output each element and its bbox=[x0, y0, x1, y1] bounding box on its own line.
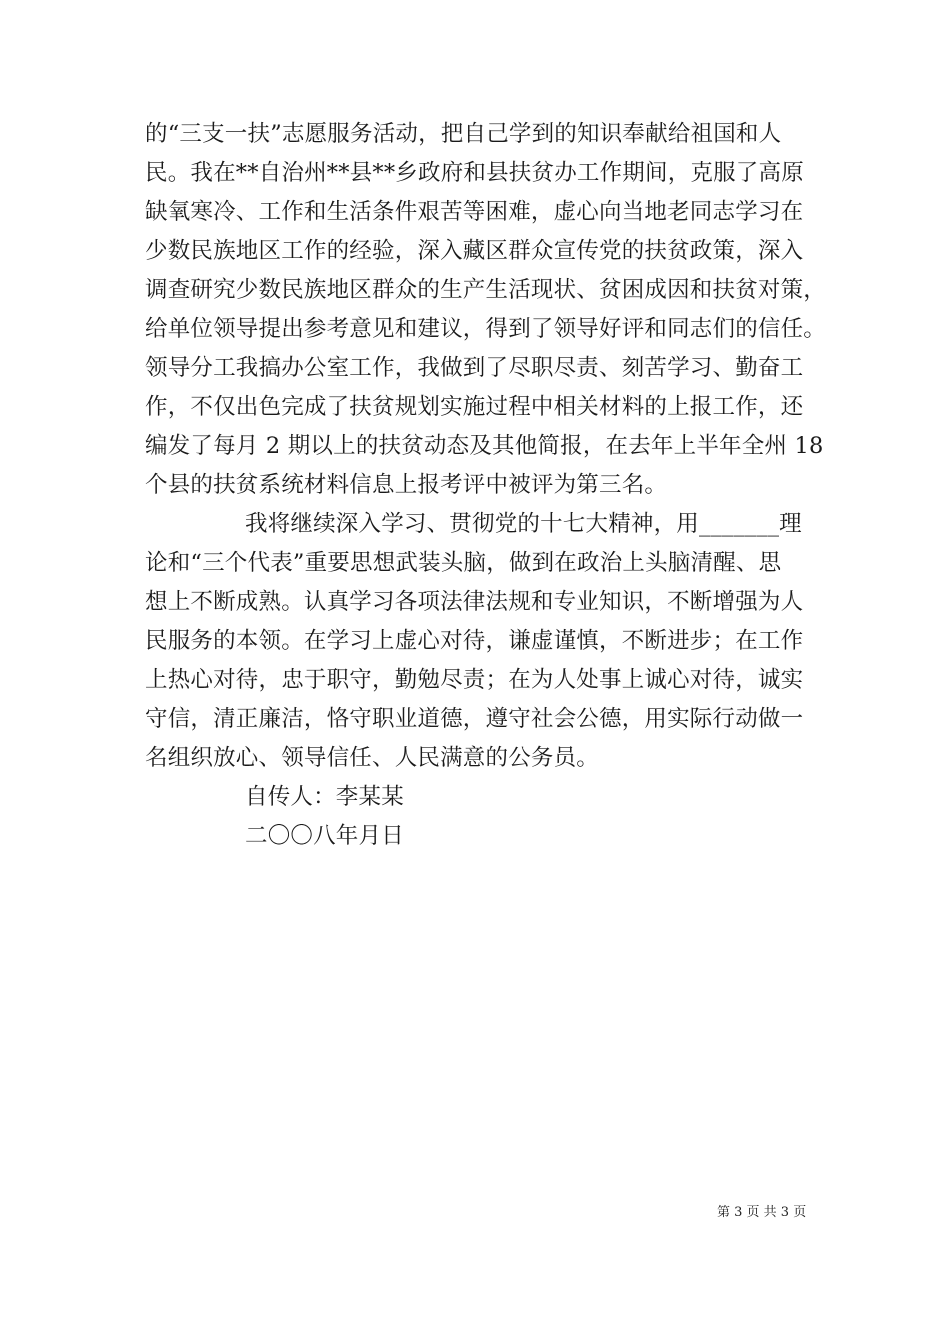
paragraph1-line: 给单位领导提出参考意见和建议，得到了领导好评和同志们的信任。 bbox=[145, 316, 827, 342]
paragraph1-line: 编发了每月 2 期以上的扶贫动态及其他简报，在去年上半年全州 18 bbox=[145, 433, 824, 459]
page-number-footer: 第 3 页 共 3 页 bbox=[717, 1205, 807, 1220]
signature: 自传人：李某某 bbox=[245, 784, 404, 810]
paragraph2-line: 我将继续深入学习、贯彻党的十七大精神，用_______理 bbox=[245, 511, 802, 537]
paragraph2-line: 论和“三个代表”重要思想武装头脑，做到在政治上头脑清醒、思 bbox=[145, 550, 782, 576]
paragraph1-line: 调查研究少数民族地区群众的生产生活现状、贫困成因和扶贫对策， bbox=[145, 277, 827, 303]
paragraph2-line: 上热心对待，忠于职守，勤勉尽责；在为人处事上诚心对待，诚实 bbox=[145, 667, 804, 693]
paragraph1-line: 作，不仅出色完成了扶贫规划实施过程中相关材料的上报工作，还 bbox=[145, 394, 804, 420]
paragraph1-line: 民。我在**自治州**县**乡政府和县扶贫办工作期间，克服了高原 bbox=[145, 160, 804, 186]
paragraph1-line: 少数民族地区工作的经验，深入藏区群众宣传党的扶贫政策，深入 bbox=[145, 238, 804, 264]
paragraph2-line: 守信，清正廉洁，恪守职业道德，遵守社会公德，用实际行动做一 bbox=[145, 706, 804, 732]
paragraph1-line: 领导分工我搞办公室工作，我做到了尽职尽责、刻苦学习、勤奋工 bbox=[145, 355, 804, 381]
paragraph1-line: 缺氧寒冷、工作和生活条件艰苦等困难，虚心向当地老同志学习在 bbox=[145, 199, 804, 225]
paragraph2-line: 民服务的本领。在学习上虚心对待，谦虚谨慎，不断进步；在工作 bbox=[145, 628, 804, 654]
paragraph1-line: 的“三支一扶”志愿服务活动，把自己学到的知识奉献给祖国和人 bbox=[145, 121, 782, 147]
paragraph2-line: 名组织放心、领导信任、人民满意的公务员。 bbox=[145, 745, 600, 771]
paragraph1-line: 个县的扶贫系统材料信息上报考评中被评为第三名。 bbox=[145, 472, 668, 498]
date: 二〇〇八年月日 bbox=[245, 823, 404, 849]
paragraph2-line: 想上不断成熟。认真学习各项法律法规和专业知识，不断增强为人 bbox=[145, 589, 804, 615]
